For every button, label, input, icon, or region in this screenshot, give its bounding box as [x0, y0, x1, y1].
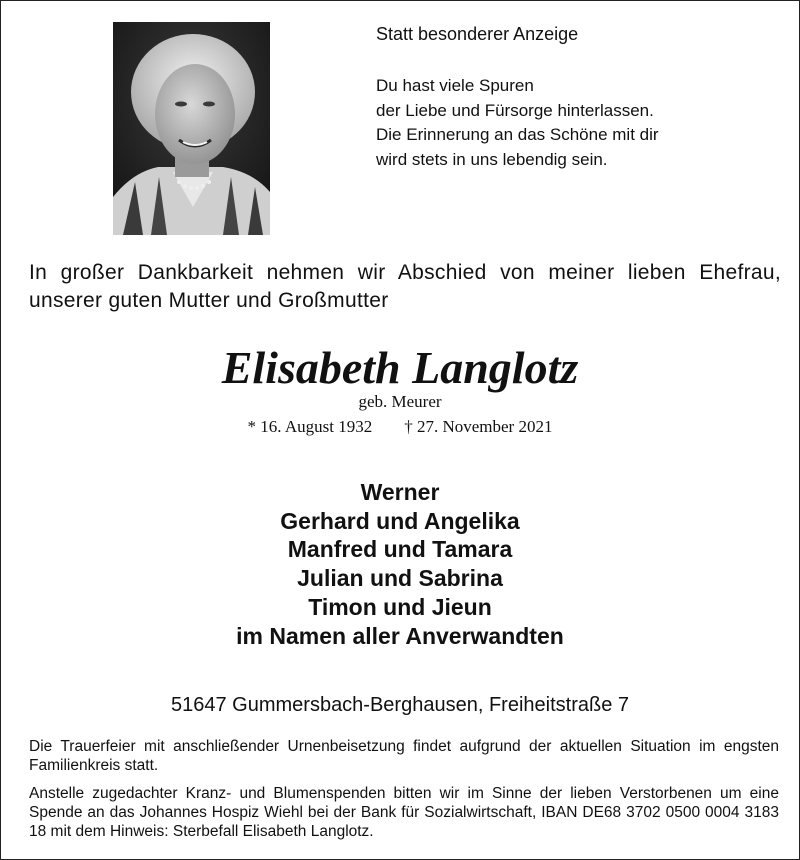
born-name: geb. Meurer — [358, 392, 442, 411]
mourner-line: im Namen aller Anverwandten — [236, 622, 564, 649]
poem-line: Du hast viele Spuren — [376, 76, 534, 95]
portrait-photo — [113, 22, 270, 235]
funeral-note: Die Trauerfeier mit anschließender Urnenbeisetzung findet aufgrund der aktuellen Situation im engsten Familienkreis statt. — [29, 738, 779, 774]
mourner-line: Gerhard und Angelika — [280, 507, 520, 534]
intro-text: In großer Dankbarkeit nehmen wir Abschied von meiner lieben Ehefrau, unserer guten Mutter und Großmutter — [29, 261, 781, 312]
poem-line: der Liebe und Fürsorge hinterlassen. — [376, 100, 654, 120]
death-date: † 27. November 2021 — [404, 417, 553, 436]
birth-date: * 16. August 1932 — [247, 417, 373, 436]
mourner-line: Julian und Sabrina — [297, 565, 503, 592]
mourner-line: Werner — [360, 479, 440, 505]
poem-line: wird stets in uns lebendig sein. — [376, 149, 608, 169]
notice-label: Statt besonderer Anzeige — [376, 24, 579, 44]
mourners-list — [0, 478, 800, 650]
poem-line: Die Erinnerung an das Schöne mit dir — [376, 125, 659, 144]
deceased-name: Elisabeth Langlotz — [221, 342, 579, 393]
donation-note: Anstelle zugedachter Kranz- und Blumenspenden bitten wir im Sinne der lieben Verstorbenen um eine Spende an das Johannes Hospiz Wiehl bei der Bank für Sozialwirtschaft, IBAN DE68 3702 0500 0004 3183 18 mit dem Hinweis: Sterbefall Elisabeth Langlotz. — [29, 785, 779, 840]
poem — [376, 74, 659, 172]
life-dates — [0, 416, 800, 438]
address: 51647 Gummersbach-Berghausen, Freiheitstraße 7 — [170, 694, 629, 716]
mourner-line: Timon und Jieun — [308, 593, 492, 620]
mourner-line: Manfred und Tamara — [287, 536, 513, 563]
